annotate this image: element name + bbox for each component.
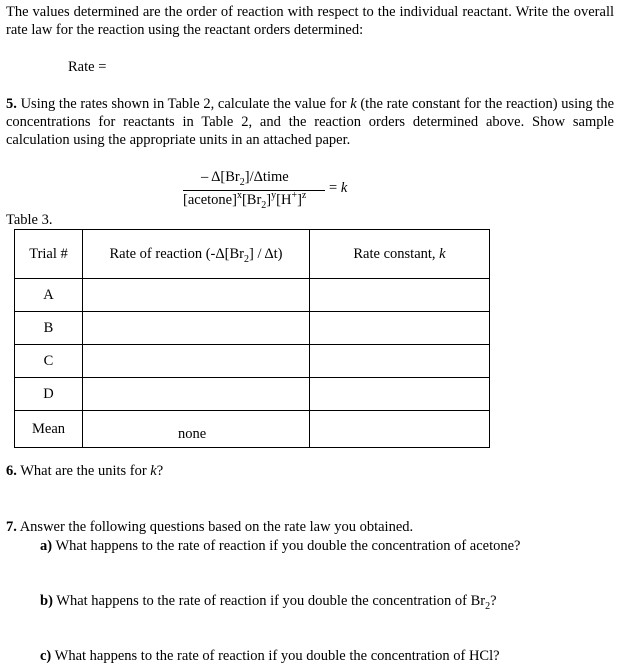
question-7b-label: b): [40, 593, 53, 609]
question-6-k: k: [150, 463, 157, 479]
question-6-number: 6.: [6, 463, 17, 479]
table-caption: Table 3.: [6, 212, 53, 228]
question-7c-label: c): [40, 648, 52, 664]
question-5-number: 5.: [6, 96, 17, 112]
header-rate-constant: Rate constant, k: [310, 230, 490, 279]
constant-cell[interactable]: [310, 411, 490, 448]
question-7a-label: a): [40, 538, 53, 554]
formula-denominator: $[acetone]^x[Br_2]^y[H^+]^z$: [183, 190, 307, 211]
question-6: 6. What are the units for k?: [6, 463, 164, 479]
constant-cell[interactable]: [310, 345, 490, 378]
table-row-mean: [15, 411, 490, 448]
constant-cell[interactable]: [310, 378, 490, 411]
question-7a: [40, 537, 520, 555]
trial-cell: D: [15, 378, 83, 411]
question-5: [6, 95, 614, 149]
table-row: [15, 378, 490, 411]
constant-cell[interactable]: [310, 312, 490, 345]
table-row: [15, 312, 490, 345]
trial-cell: C: [15, 345, 83, 378]
table-header-row: [15, 230, 490, 279]
question-7-text: Answer the following questions based on the rate law you obtained.: [19, 519, 414, 535]
question-5-text: Using the rates shown in Table 2, calculate the value for: [20, 96, 347, 112]
question-7c-text: What happens to the rate of reaction if you double the concentration of HCl?: [54, 648, 500, 664]
question-5-k: k: [350, 96, 357, 112]
question-5-text2: (the rate constant for the reaction) using the concentrations for reactants in Table 2, and the reaction orders determined above. Show sample calculation using the appropriate units in an attached paper.: [6, 96, 615, 148]
question-7b-text: What happens to the rate of reaction if you double the concentration of Br: [56, 593, 486, 609]
table-row: [15, 279, 490, 312]
trial-cell: B: [15, 312, 83, 345]
rate-law-label: Rate =: [68, 59, 107, 75]
trial-cell: A: [15, 279, 83, 312]
question-7b: b) What happens to the rate of reaction if you double the concentration of $Br_2$?: [40, 593, 497, 612]
rate-cell[interactable]: [83, 378, 310, 411]
rate-cell[interactable]: [83, 312, 310, 345]
question-7-number: 7.: [6, 519, 17, 535]
header-rate: Rate of reaction $(-\Delta[Br_2] / \Delta t)$: [83, 230, 310, 279]
formula-equals-k: = k: [329, 180, 348, 196]
intro-paragraph: The values determined are the order of reaction with respect to the individual reactant. Write the overall rate law for the reaction using the reactant orders determined:: [6, 4, 614, 38]
question-6-text: What are the units for: [20, 463, 147, 479]
question-7c: [40, 647, 500, 665]
rate-constant-table: [14, 229, 490, 448]
rate-cell: none: [83, 411, 310, 448]
formula-numerator: – $\Delta[Br_2]$/Δtime: [201, 169, 289, 188]
trial-cell: Mean: [15, 411, 83, 448]
constant-cell[interactable]: [310, 279, 490, 312]
question-7a-text: What happens to the rate of reaction if you double the concentration of acetone?: [55, 538, 521, 554]
rate-cell[interactable]: [83, 345, 310, 378]
rate-cell[interactable]: [83, 279, 310, 312]
question-7: [6, 518, 614, 536]
table-row: [15, 345, 490, 378]
header-trial: Trial #: [15, 230, 83, 279]
